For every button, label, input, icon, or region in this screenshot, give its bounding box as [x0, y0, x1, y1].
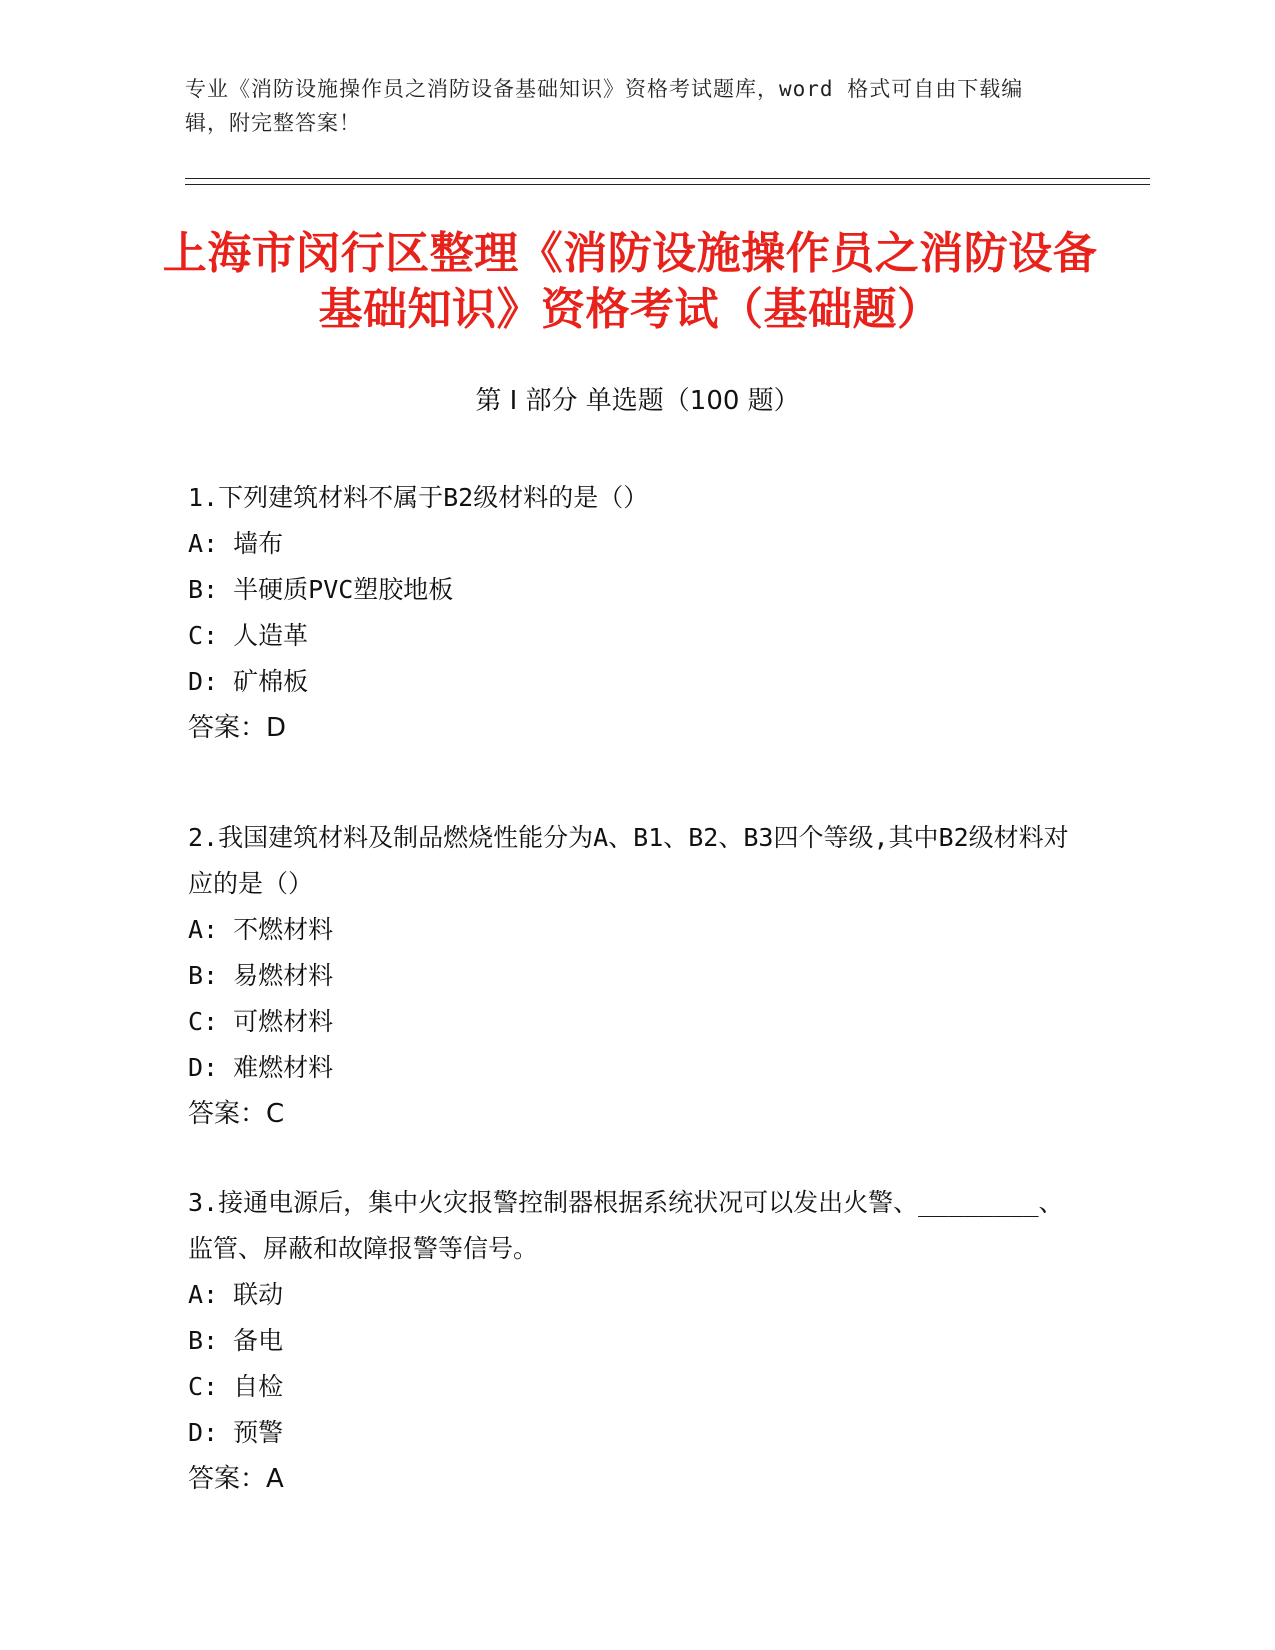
option-d: D: 矿棉板: [188, 667, 309, 696]
option-b: B: 半硬质PVC塑胶地板: [188, 575, 454, 604]
question-stem: 1.下列建筑材料不属于B2级材料的是（）: [188, 483, 649, 512]
option-a: A: 不燃材料: [188, 915, 334, 944]
answer: 答案：C: [188, 1099, 285, 1129]
section-heading: 第 I 部分 单选题（100 题）: [475, 386, 800, 416]
option-b: B: 易燃材料: [188, 961, 334, 990]
header-rule-bottom: [185, 184, 1150, 185]
option-b: B: 备电: [188, 1326, 284, 1355]
question-stem: 2.我国建筑材料及制品燃烧性能分为A、B1、B2、B3四个等级,其中B2级材料对应的是（）: [188, 823, 1069, 898]
header-note: 专业《消防设施操作员之消防设备基础知识》资格考试题库，word 格式可自由下载编辑，附完整答案！: [185, 77, 1024, 135]
option-d: D: 难燃材料: [188, 1053, 334, 1082]
option-a: A: 墙布: [188, 529, 284, 558]
question-2: [188, 815, 1088, 1137]
option-c: C: 自检: [188, 1372, 284, 1401]
option-d: D: 预警: [188, 1418, 284, 1447]
question-stem: 3.接通电源后，集中火灾报警控制器根据系统状况可以发出火警、________、监管、屏蔽和故障报警等信号。: [188, 1188, 1064, 1263]
answer: 答案：A: [188, 1464, 284, 1494]
question-3: [188, 1180, 1088, 1502]
document-title: 上海市闵行区整理《消防设施操作员之消防设备基础知识》资格考试（基础题）: [162, 228, 1098, 335]
answer: 答案：D: [188, 713, 287, 743]
header-rule-top: [185, 178, 1150, 179]
question-1: [188, 475, 1088, 751]
option-a: A: 联动: [188, 1280, 284, 1309]
option-c: C: 可燃材料: [188, 1007, 334, 1036]
option-c: C: 人造革: [188, 621, 309, 650]
